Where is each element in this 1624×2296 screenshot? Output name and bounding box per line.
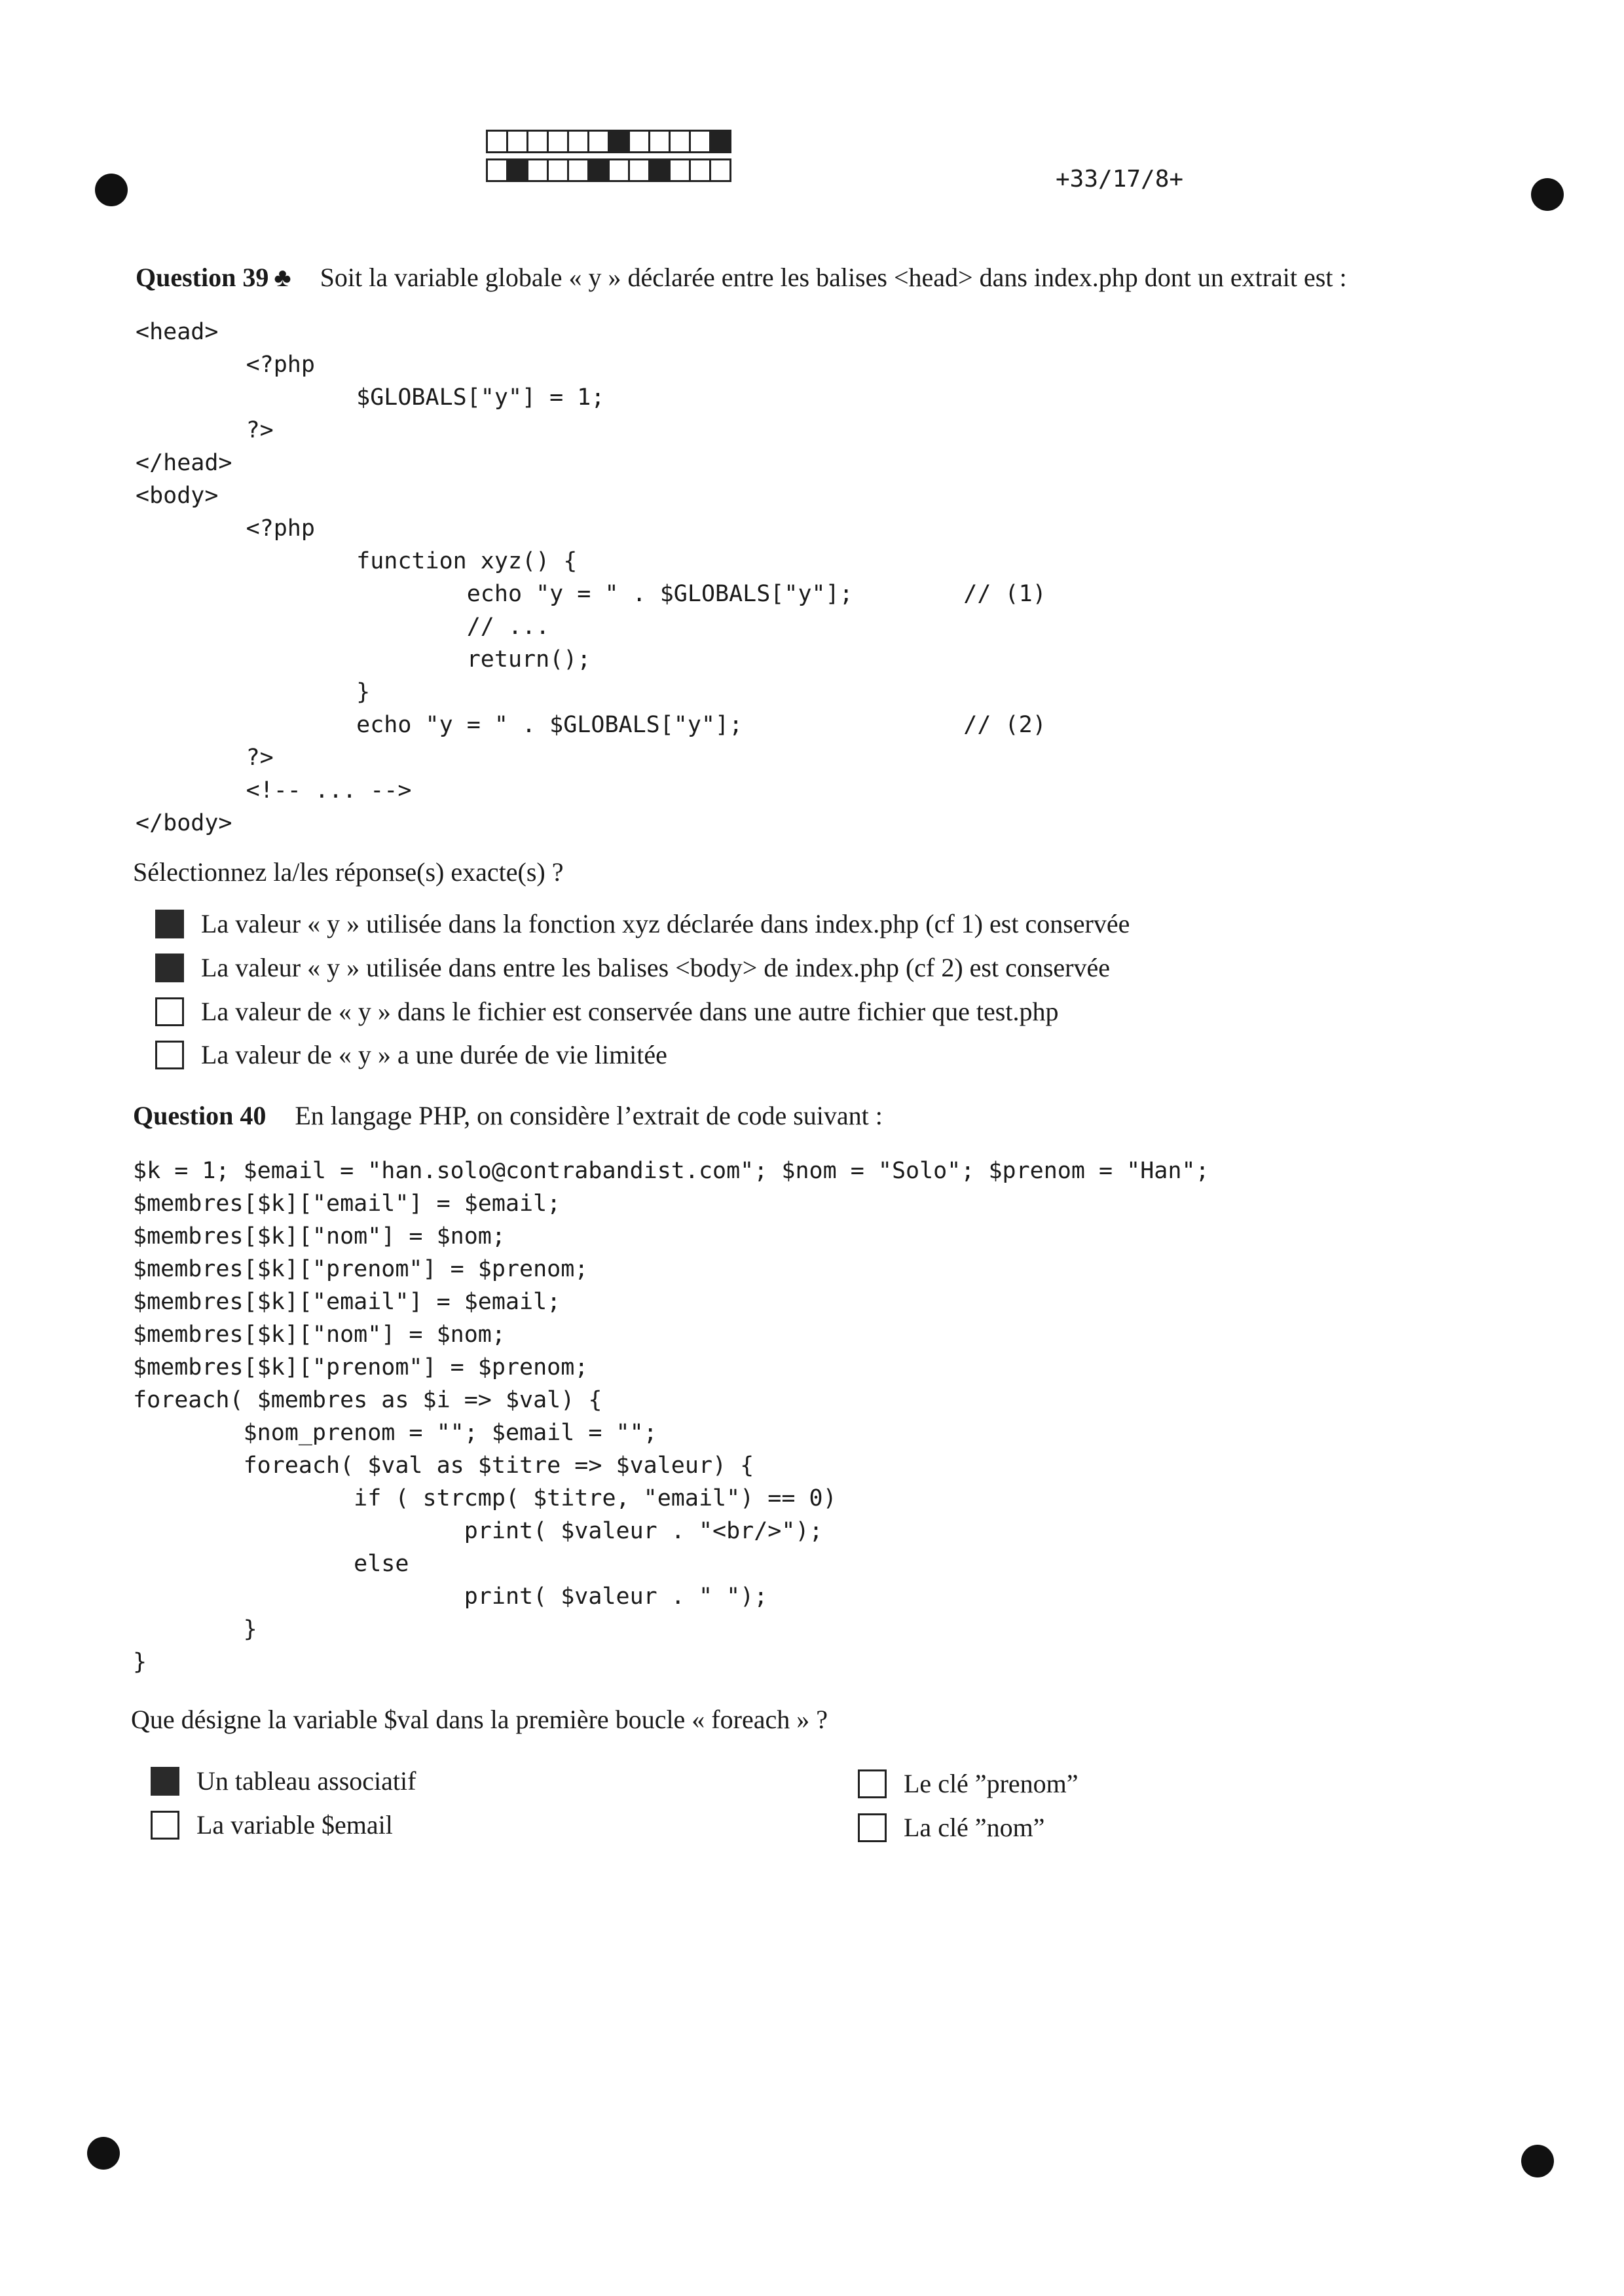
checkbox[interactable] <box>155 997 184 1026</box>
question-40-code: $k = 1; $email = "han.solo@contrabandist.com"; $nom = "Solo"; $prenom = "Han"; $membres[$k]["email"] = $email; $membres[$k]["nom"] = $nom; $membres[$k]["prenom"] = $prenom; $membres[$k]["email"] = $email; $membres[$k]["nom"] = $nom; $membres[$k]["prenom"] = $prenom; foreach( $membres as $i => $val) { $nom_prenom = ""; $email = ""; foreach( $val as $titre => $valeur) { if ( strcmp( $titre, "email") == 0) print( $valeur . "<br/>"); else print( $valeur . " "); } } <box>133 1158 1209 1675</box>
club-icon: ♣ <box>274 263 291 292</box>
page-barcode-top <box>486 130 729 153</box>
barcode-cell <box>587 130 610 153</box>
q40-option-3[interactable] <box>858 1768 1079 1799</box>
question-39-code: <head> <?php $GLOBALS["y"] = 1; ?> </head> <body> <?php function xyz() { echo "y = " . $GLOBALS["y"]; // (1) // ... return(); } echo "y = " . $GLOBALS["y"]; // (2) ?> <!-- ... --> </body> <box>136 319 1046 836</box>
q40-option-2[interactable] <box>151 1809 393 1840</box>
page-identifier: +33/17/8+ <box>1056 166 1184 193</box>
q39-option-4[interactable] <box>155 1039 667 1070</box>
checkbox[interactable] <box>155 954 184 982</box>
barcode-cell <box>608 158 630 182</box>
barcode-cell <box>689 130 711 153</box>
checkbox[interactable] <box>155 910 184 938</box>
barcode-cell <box>506 130 528 153</box>
question-39-header <box>136 262 1347 293</box>
checkbox[interactable] <box>151 1767 179 1796</box>
barcode-cell <box>567 130 589 153</box>
checkbox[interactable] <box>858 1769 887 1798</box>
question-40-prompt: En langage PHP, on considère l’extrait de code suivant : <box>295 1101 883 1130</box>
barcode-cell <box>486 130 508 153</box>
checkbox[interactable] <box>858 1813 887 1842</box>
q39-option-1[interactable] <box>155 908 1130 939</box>
option-label: Un tableau associatif <box>196 1766 416 1796</box>
option-label: Le clé ”prenom” <box>904 1769 1079 1798</box>
option-label: La valeur « y » utilisée dans entre les balises <body> de index.php (cf 2) est conservée <box>201 953 1111 982</box>
option-label: La valeur de « y » a une durée de vie limitée <box>201 1040 667 1069</box>
question-40-number: Question 40 <box>133 1101 267 1130</box>
barcode-cell <box>709 158 731 182</box>
q40-option-1[interactable] <box>151 1766 416 1796</box>
q40-option-4[interactable] <box>858 1812 1044 1843</box>
barcode-cell <box>648 158 671 182</box>
checkbox[interactable] <box>155 1041 184 1069</box>
registration-mark-bottom-left <box>87 2137 120 2170</box>
barcode-cell <box>669 158 691 182</box>
barcode-cell <box>628 158 650 182</box>
barcode-cell <box>567 158 589 182</box>
question-39-prompt: Soit la variable globale « y » déclarée entre les balises <head> dans index.php dont un extrait est : <box>320 263 1347 292</box>
barcode-cell <box>506 158 528 182</box>
barcode-cell <box>669 130 691 153</box>
barcode-cell <box>587 158 610 182</box>
question-40-header <box>133 1100 883 1131</box>
page-barcode-bottom <box>486 158 729 182</box>
barcode-cell <box>628 130 650 153</box>
question-39-number: Question 39 ♣ <box>136 263 291 292</box>
barcode-cell <box>547 130 569 153</box>
question-39-instruction: Sélectionnez la/les réponse(s) exacte(s) ? <box>133 857 564 887</box>
option-label: La valeur de « y » dans le fichier est conservée dans une autre fichier que test.php <box>201 997 1059 1026</box>
barcode-cell <box>709 130 731 153</box>
barcode-cell <box>689 158 711 182</box>
q39-option-3[interactable] <box>155 996 1058 1027</box>
option-label: La clé ”nom” <box>904 1813 1045 1842</box>
barcode-cell <box>547 158 569 182</box>
q39-option-2[interactable] <box>155 952 1110 983</box>
checkbox[interactable] <box>151 1811 179 1840</box>
barcode-cell <box>526 130 549 153</box>
barcode-cell <box>648 130 671 153</box>
registration-mark-top-right <box>1531 178 1564 211</box>
barcode-cell <box>486 158 508 182</box>
option-label: La variable $email <box>196 1810 393 1840</box>
option-label: La valeur « y » utilisée dans la fonction xyz déclarée dans index.php (cf 1) est conservée <box>201 909 1130 938</box>
registration-mark-top-left <box>95 174 128 206</box>
registration-mark-bottom-right <box>1521 2145 1554 2177</box>
barcode-cell <box>526 158 549 182</box>
barcode-cell <box>608 130 630 153</box>
question-40-question: Que désigne la variable $val dans la première boucle « foreach » ? <box>131 1705 828 1734</box>
